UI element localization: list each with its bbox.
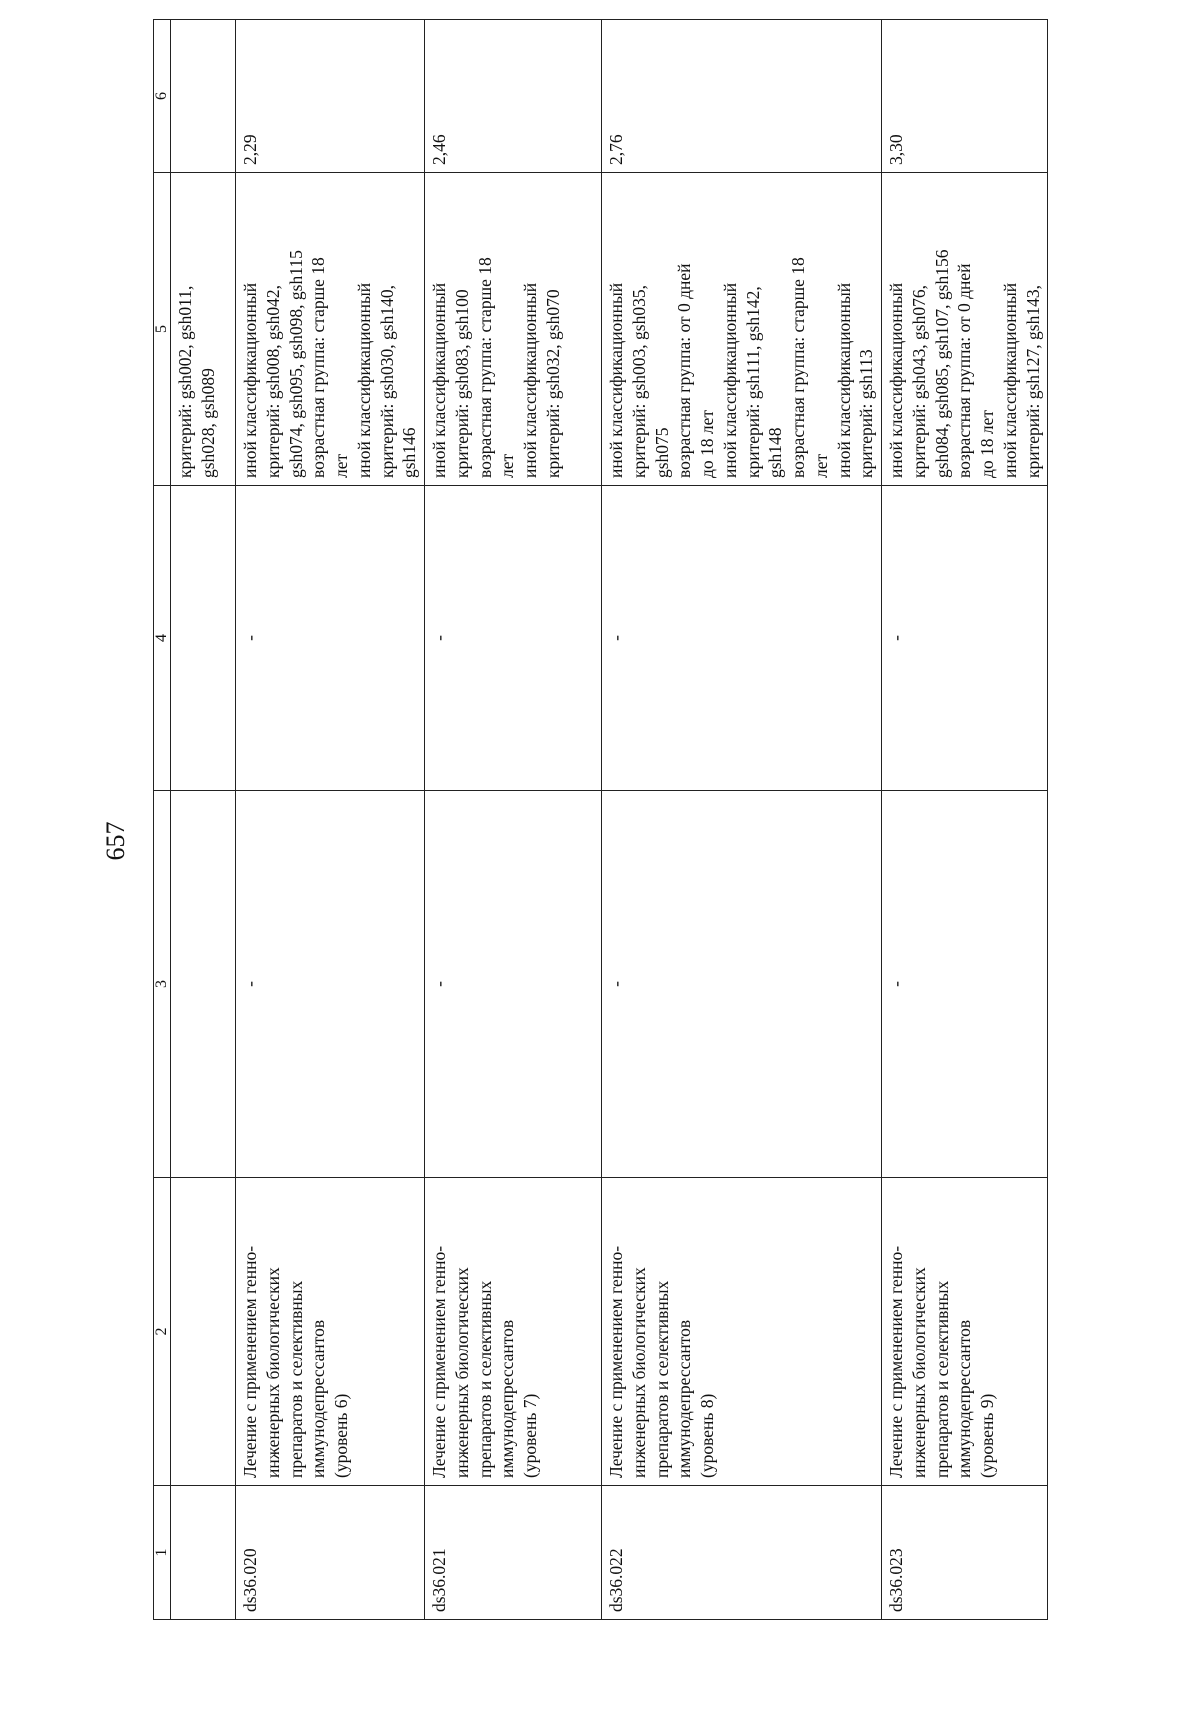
rotated-table-container (153, 20, 1200, 1620)
criteria-line: gsh075 (651, 427, 672, 478)
row-criteria (882, 173, 1048, 486)
name-line: препаратов и селективных (474, 1280, 495, 1478)
criteria-line: до 18 лет (977, 409, 997, 478)
name-line: Лечение с применением генно- (606, 1245, 626, 1478)
criteria-line: критерий: gsh002, gsh011, (175, 285, 195, 478)
row-coefficient: 2,46 (425, 20, 602, 173)
name-line: препаратов и селективных (285, 1280, 306, 1478)
criteria-line: gsh028, gsh089 (197, 368, 218, 478)
row-code: ds36.023 (882, 1486, 1048, 1620)
cell-empty (171, 1178, 236, 1486)
criteria-line: возрастная группа: старше 18 (308, 257, 329, 478)
criteria-line: до 18 лет (697, 409, 717, 478)
criteria-line: gsh148 (765, 427, 786, 478)
row-coefficient: 2,76 (602, 20, 882, 173)
row-col4: - (602, 486, 882, 791)
row-col4: - (425, 486, 602, 791)
criteria-line: лет (810, 453, 831, 478)
tariff-table (153, 19, 1048, 1620)
criteria-line: иной классификационный (833, 282, 854, 478)
name-line: (уровень 6) (331, 1393, 351, 1478)
name-line: иммунодепрессантов (954, 1319, 975, 1478)
criteria-line: критерий: gsh127, gsh143, (1022, 285, 1043, 478)
row-name (236, 1178, 425, 1486)
criteria-line: критерий: gsh113 (856, 349, 877, 478)
table-row (425, 20, 602, 1620)
row-col4: - (236, 486, 425, 791)
name-line: инженерных биологических (451, 1267, 472, 1478)
criteria-line: иной классификационный (886, 282, 906, 478)
name-line: инженерных биологических (628, 1267, 649, 1478)
continuation-criteria (171, 173, 236, 486)
criteria-line: критерий: gsh030, gsh140, (376, 285, 397, 478)
name-line: иммунодепрессантов (674, 1319, 695, 1478)
criteria-line: критерий: gsh043, gsh076, (908, 285, 929, 478)
name-line: Лечение с применением генно- (886, 1245, 906, 1478)
criteria-line: иной классификационный (999, 282, 1020, 478)
table-row (882, 20, 1048, 1620)
criteria-line: возрастная группа: от 0 дней (674, 263, 695, 478)
row-col3: - (236, 791, 425, 1178)
name-line: (уровень 7) (520, 1393, 540, 1478)
criteria-line: критерий: gsh032, gsh070 (542, 289, 563, 478)
continuation-row (171, 20, 236, 1620)
row-code: ds36.021 (425, 1486, 602, 1620)
criteria-line: критерий: gsh003, gsh035, (628, 285, 649, 478)
cell-empty (171, 20, 236, 173)
name-line: Лечение с применением генно- (429, 1245, 449, 1478)
row-criteria (425, 173, 602, 486)
criteria-line: критерий: gsh083, gsh100 (451, 289, 472, 478)
criteria-line: иной классификационный (240, 282, 260, 478)
criteria-line: критерий: gsh111, gsh142, (742, 286, 763, 478)
name-line: препаратов и селективных (931, 1280, 952, 1478)
table-row (236, 20, 425, 1620)
criteria-line: возрастная группа: старше 18 (474, 257, 495, 478)
criteria-line: gsh074, gsh095, gsh098, gsh115 (285, 250, 306, 478)
name-line: иммунодепрессантов (497, 1319, 518, 1478)
cell-empty (171, 1486, 236, 1620)
header-col-3: 3 (154, 791, 171, 1178)
header-row (154, 20, 171, 1620)
name-line: инженерных биологических (262, 1267, 283, 1478)
criteria-line: иной классификационный (429, 282, 449, 478)
cell-empty (171, 791, 236, 1178)
page-number: 657 (101, 821, 130, 861)
row-criteria (602, 173, 882, 486)
row-criteria (236, 173, 425, 486)
criteria-line: возрастная группа: от 0 дней (954, 263, 975, 478)
row-col3: - (425, 791, 602, 1178)
name-line: препаратов и селективных (651, 1280, 672, 1478)
name-line: (уровень 8) (697, 1393, 717, 1478)
row-code: ds36.020 (236, 1486, 425, 1620)
header-col-2: 2 (154, 1178, 171, 1486)
criteria-line: лет (497, 453, 518, 478)
header-col-4: 4 (154, 486, 171, 791)
criteria-line: критерий: gsh008, gsh042, (262, 285, 283, 478)
name-line: иммунодепрессантов (308, 1319, 329, 1478)
criteria-line: gsh084, gsh085, gsh107, gsh156 (931, 249, 952, 478)
criteria-line: возрастная группа: старше 18 (788, 257, 808, 478)
header-col-5: 5 (154, 173, 171, 486)
row-col3: - (882, 791, 1048, 1178)
row-coefficient: 2,29 (236, 20, 425, 173)
cell-empty (171, 486, 236, 791)
criteria-line: иной классификационный (719, 282, 740, 478)
row-name (425, 1178, 602, 1486)
table-row (602, 20, 882, 1620)
criteria-line: иной классификационный (606, 282, 626, 478)
name-line: (уровень 9) (977, 1393, 997, 1478)
criteria-line: лет (331, 453, 351, 478)
header-col-1: 1 (154, 1486, 171, 1620)
header-col-6: 6 (154, 20, 171, 173)
row-col3: - (602, 791, 882, 1178)
row-name (882, 1178, 1048, 1486)
row-coefficient: 3,30 (882, 20, 1048, 173)
criteria-line: иной классификационный (353, 282, 374, 478)
row-col4: - (882, 486, 1048, 791)
criteria-line: иной классификационный (520, 282, 540, 478)
row-name (602, 1178, 882, 1486)
criteria-line: gsh146 (399, 427, 420, 478)
row-code: ds36.022 (602, 1486, 882, 1620)
name-line: инженерных биологических (908, 1267, 929, 1478)
name-line: Лечение с применением генно- (240, 1245, 260, 1478)
